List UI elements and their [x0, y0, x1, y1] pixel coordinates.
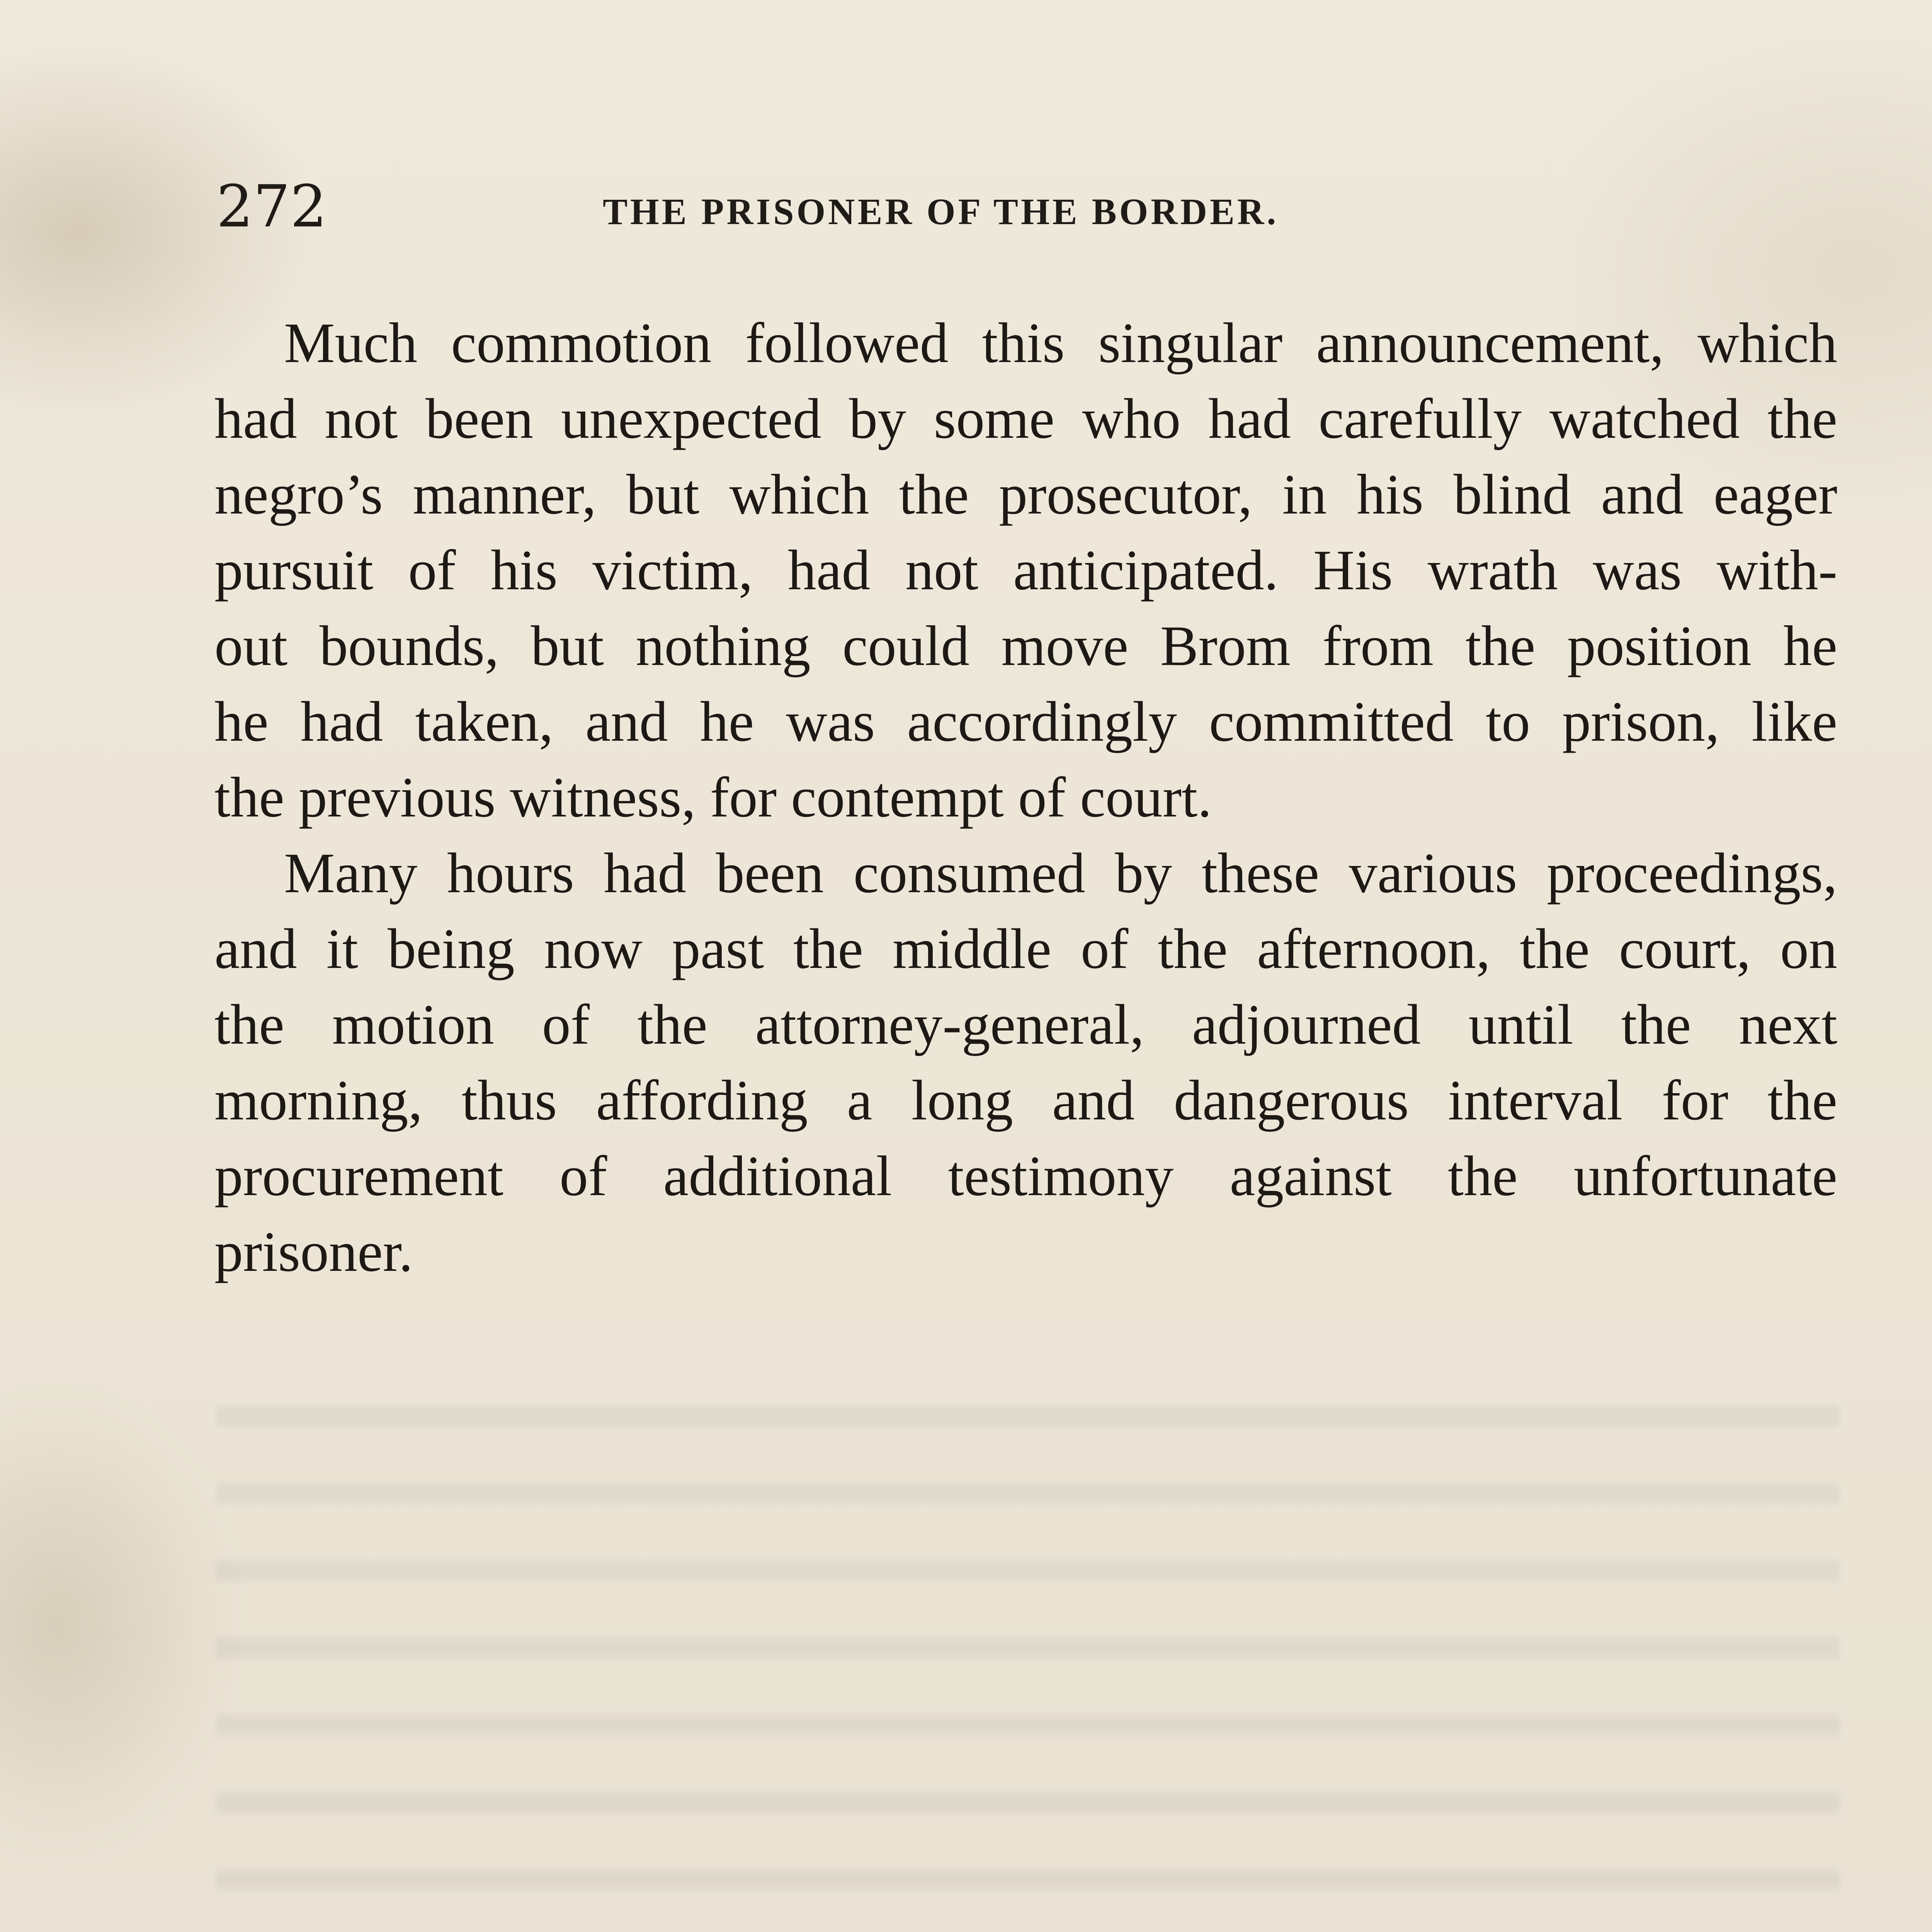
page-number: 272 — [216, 173, 327, 240]
paragraph-2 — [214, 835, 1837, 1290]
paragraph-1 — [214, 305, 1837, 835]
text-line: procurement of additional testimony against the unfortunate — [214, 1145, 1837, 1208]
text-line: the motion of the attorney-general, adjourned until the next — [214, 993, 1837, 1056]
text-line: Many hours had been consumed by these various proceedings, — [284, 842, 1837, 905]
show-through-text — [216, 1352, 1839, 1932]
text-line: the previous witness, for contempt of court. — [214, 766, 1212, 829]
text-line: morning, thus affording a long and dangerous interval for the — [214, 1069, 1837, 1132]
text-line: prisoner. — [214, 1220, 413, 1284]
text-line: out bounds, but nothing could move Brom from the position he — [214, 614, 1837, 678]
text-line: had not been unexpected by some who had carefully watched the — [214, 387, 1837, 451]
text-line: and it being now past the middle of the afternoon, the court, on — [214, 917, 1837, 981]
text-line: Much commotion followed this singular announcement, which — [284, 311, 1837, 375]
page-header — [216, 170, 1835, 247]
body-text — [214, 305, 1837, 1290]
running-title: THE PRISONER OF THE BORDER. — [603, 191, 1279, 232]
text-line: negro’s manner, but which the prosecutor, in his blind and eager — [214, 463, 1837, 526]
text-line: pursuit of his victim, had not anticipated. His wrath was with- — [214, 539, 1837, 602]
text-line: he had taken, and he was accordingly committed to prison, like — [214, 690, 1837, 753]
